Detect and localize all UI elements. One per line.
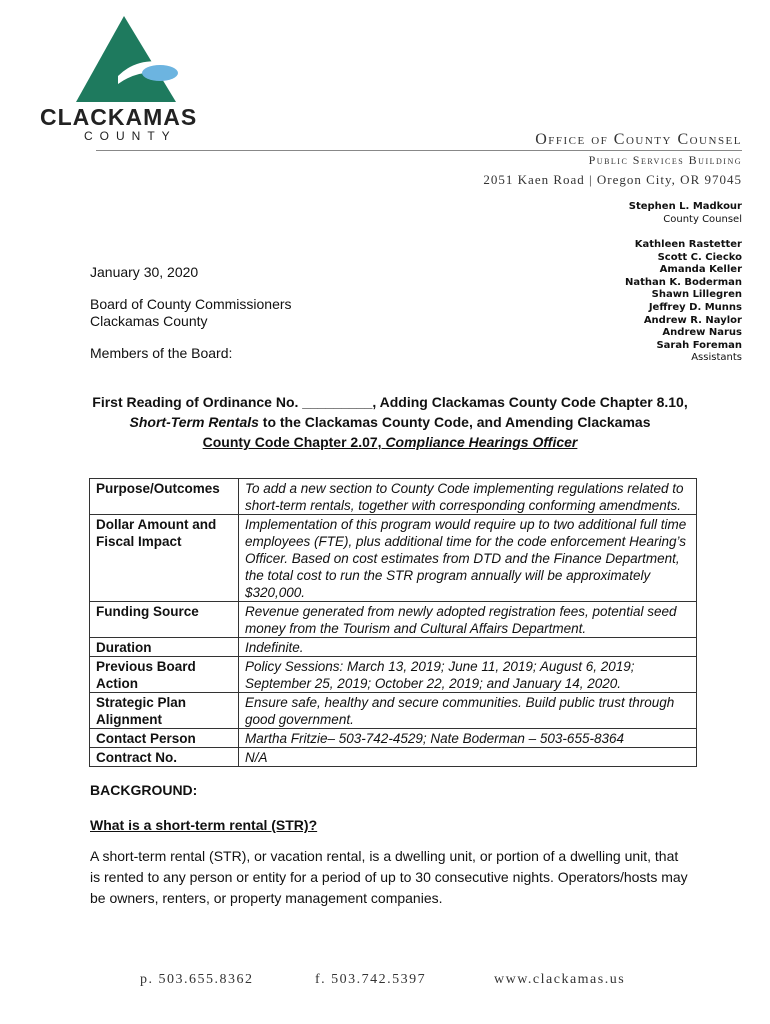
table-row [90,602,697,638]
question-heading: What is a short-term rental (STR)? [90,817,318,833]
assistants-list [625,239,742,365]
body-paragraph: A short-term rental (STR), or vacation rental, is a dwelling unit, or portion of a dwelling unit, that is rented to any person or entity for a period of up to 30 consecutive nights. Operators/hosts may be owners, renters, or property management companies. [90,848,688,906]
logo-ellipse-icon [142,65,178,81]
footer-phone: p. 503.655.8362 [140,972,254,987]
assistant-name: Shawn Lillegren [651,289,742,301]
row-value: To add a new section to County Code implementing regulations related to short-term rentals, together with corresponding conforming amendments. [239,479,697,515]
letter-date: January 30, 2020 [90,264,199,280]
row-value: Martha Fritzie– 503-742-4529; Nate Boderman – 503-655-8364 [239,729,697,748]
table-row [90,515,697,602]
summary-table [89,478,697,767]
row-label: Purpose/Outcomes [90,479,239,515]
assistant-name: Scott C. Ciecko [657,251,742,263]
recipient-line2: Clackamas County [90,313,208,329]
assistant-name: Kathleen Rastetter [634,239,742,250]
row-label: Funding Source [90,602,239,638]
table-row [90,748,697,767]
org-sub: COUNTY [84,129,177,143]
assistant-name: Andrew Narus [662,327,742,339]
row-label: Previous Board Action [90,657,239,693]
subject-part1: First Reading of Ordinance No. _________, Adding Clackamas County Code Chapter 8.10, [92,394,688,410]
salutation: Members of the Board: [90,345,233,361]
row-value: Implementation of this program would require up to two additional full time employees (FTE), plus additional time for the code enforcement Hearing’s Officer. Based on cost estimates from DTD and the Finance Department, the total cost to run the STR program annually will be approximately $320,000. [239,515,697,602]
row-value: Ensure safe, healthy and secure communities. Build public trust through good government. [239,693,697,729]
row-label: Strategic Plan Alignment [90,693,239,729]
assistant-name: Amanda Keller [659,264,742,276]
row-label: Dollar Amount and Fiscal Impact [90,515,239,602]
clackamas-county-logo [36,14,236,109]
row-label: Contact Person [90,729,239,748]
row-label: Contract No. [90,748,239,767]
row-value: Policy Sessions: March 13, 2019; June 11, 2019; August 6, 2019; September 25, 2019; October 22, 2019; and January 14, 2020. [239,657,697,693]
office-title: Office of County Counsel [535,131,742,148]
assistant-name: Andrew R. Naylor [643,314,742,326]
assistant-name: Nathan K. Boderman [624,276,742,288]
row-value: Indefinite. [239,638,697,657]
footer-website: www.clackamas.us [494,972,626,987]
row-label: Duration [90,638,239,657]
org-name: CLACKAMAS [40,104,198,130]
footer-fax: f. 503.742.5397 [315,972,427,987]
counsel-role: County Counsel [663,214,742,225]
assistants-label: Assistants [691,352,742,364]
row-value: Revenue generated from newly adopted registration fees, potential seed money from the Tourism and Cultural Affairs Department. [239,602,697,638]
recipient-line1: Board of County Commissioners [90,296,292,312]
assistant-name: Jeffrey D. Munns [648,301,742,313]
counsel-name: Stephen L. Madkour [628,201,742,212]
row-value: N/A [239,748,697,767]
subject-part4: County Code Chapter 2.07, [202,434,386,450]
assistant-name: Sarah Foreman [656,339,742,351]
header-rule [96,150,742,151]
subject-part5: Compliance Hearings Officer [385,434,578,450]
building-name: Public Services Building [588,153,742,167]
table-row [90,638,697,657]
subject-part3: to the Clackamas County Code, and Amending Clackamas [258,414,651,430]
logo-triangle-icon [76,16,176,102]
subject-part2: Short-Term Rentals [129,414,259,430]
table-row [90,657,697,693]
table-row [90,693,697,729]
table-row [90,729,697,748]
background-heading: BACKGROUND: [90,782,198,798]
office-address: 2051 Kaen Road | Oregon City, OR 97045 [483,172,742,187]
table-row [90,479,697,515]
subject-line [90,392,690,452]
